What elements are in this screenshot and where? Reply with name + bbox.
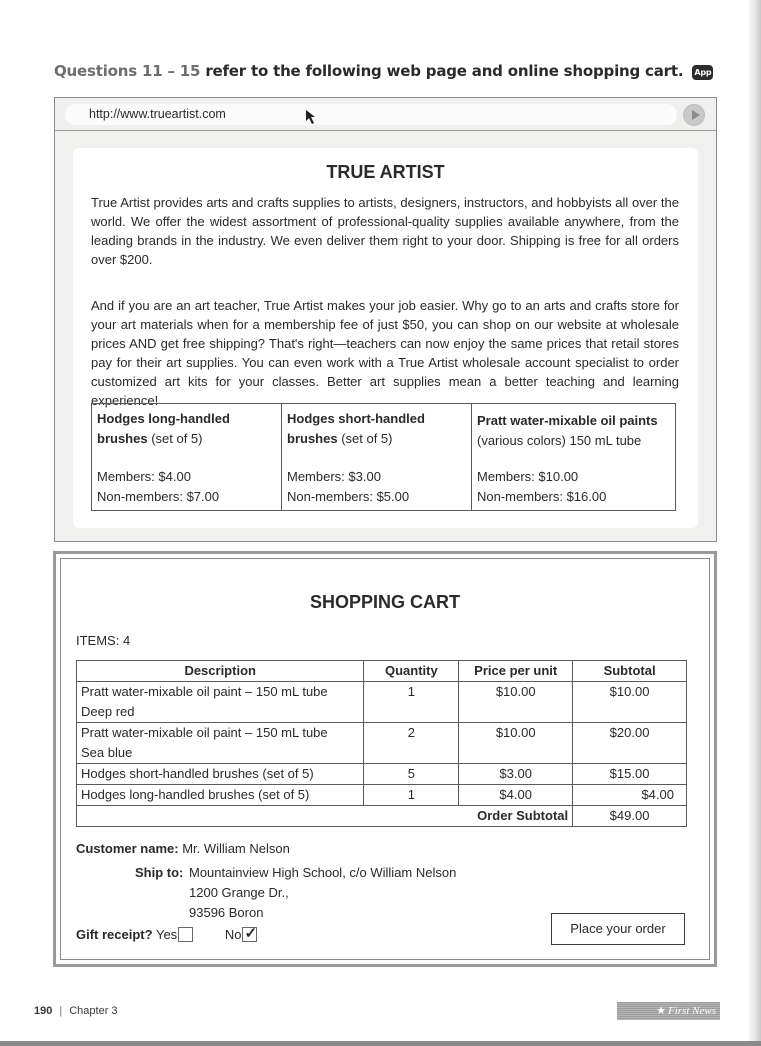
gift-receipt-label: Gift receipt?: [76, 927, 153, 942]
members-price: Members: $4.00: [97, 469, 191, 484]
address-bar: [55, 98, 716, 131]
item-quantity: 2: [364, 723, 459, 764]
blank-cell: [77, 806, 459, 827]
order-subtotal-row: [77, 806, 687, 827]
ship-to-label: Ship to:: [135, 865, 184, 880]
customer-name-label: Customer name:: [76, 841, 179, 856]
go-button[interactable]: [683, 104, 705, 126]
ship-to-line: 1200 Grange Dr.,: [189, 885, 289, 900]
question-range: Questions 11 – 15: [54, 62, 201, 80]
page-number: 190: [34, 1005, 53, 1017]
item-quantity: 1: [364, 785, 459, 806]
page-footer: [34, 1005, 118, 1017]
product-card-long-brushes: [92, 404, 282, 510]
product-card-oil-paints: [472, 404, 675, 510]
product-prices: [287, 467, 409, 507]
product-name: Hodges long-handled brushes (set of 5): [97, 411, 230, 446]
product-name: Hodges short-handled brushes (set of 5): [287, 411, 425, 446]
table-row: [77, 785, 687, 806]
table-row: [77, 723, 687, 764]
product-name: Pratt water-mixable oil paints (various colors) 150 mL tube: [477, 413, 658, 448]
question-header: [54, 62, 713, 80]
customer-name-row: [76, 839, 290, 859]
column-header-quantity: Quantity: [364, 661, 459, 682]
gift-no-label: No: [224, 927, 242, 942]
gift-receipt-yes-checkbox[interactable]: [178, 927, 193, 942]
product-price-table: [91, 403, 676, 511]
non-members-price: Non-members: $5.00: [287, 489, 410, 504]
table-row: [77, 682, 687, 723]
column-header-price: Price per unit: [459, 661, 573, 682]
star-logo-icon: ★: [656, 1005, 667, 1017]
item-quantity: 5: [364, 764, 459, 785]
site-title: TRUE ARTIST: [326, 162, 445, 182]
item-subtotal: $4.00: [573, 785, 687, 806]
gift-receipt-no-checkbox[interactable]: [242, 927, 257, 942]
non-members-price: Non-members: $16.00: [477, 489, 607, 504]
cart-table-header: [77, 661, 687, 682]
product-prices: [97, 467, 219, 507]
question-instruction: refer to the following web page and online shopping cart.: [205, 62, 684, 80]
arrow-cursor-icon: [305, 109, 319, 125]
url-text: http://www.trueartist.com: [89, 107, 226, 121]
item-price: $3.00: [459, 764, 573, 785]
item-description: Pratt water-mixable oil paint – 150 mL tube Sea blue: [77, 723, 364, 764]
browser-window: [54, 97, 717, 542]
product-card-short-brushes: [282, 404, 472, 510]
order-subtotal-value: $49.00: [573, 806, 687, 827]
column-header-subtotal: Subtotal: [573, 661, 687, 682]
publisher-logo: [617, 1002, 720, 1020]
order-subtotal-label: Order Subtotal: [459, 806, 573, 827]
play-arrow-icon: [692, 110, 700, 120]
cart-table: [76, 660, 687, 827]
item-description: Pratt water-mixable oil paint – 150 mL tube Deep red: [77, 682, 364, 723]
item-quantity: 1: [364, 682, 459, 723]
ship-to-line: Mountainview High School, c/o William Nelson: [189, 865, 457, 880]
app-badge-icon: App: [692, 65, 713, 80]
item-description: Hodges long-handled brushes (set of 5): [77, 785, 364, 806]
ship-to-address: [189, 863, 456, 923]
cart-title: SHOPPING CART: [309, 592, 460, 612]
members-price: Members: $3.00: [287, 469, 381, 484]
web-page-content: [73, 148, 698, 528]
page-edge-shadow: [747, 0, 761, 1046]
ship-to-label-row: [135, 863, 183, 883]
url-input[interactable]: [65, 104, 677, 125]
item-price: $10.00: [459, 682, 573, 723]
intro-paragraph: True Artist provides arts and crafts supplies to artists, designers, instructors, and hobbyists all over the world. We offer the widest assortment of professional-quality supplies available anywhere, from the leading brands in the industry. We even deliver them right to your door. Shipping is free for all orders over $200.: [91, 195, 679, 267]
item-subtotal: $10.00: [573, 682, 687, 723]
shopping-cart-panel: [53, 551, 717, 967]
non-members-price: Non-members: $7.00: [97, 489, 220, 504]
members-price: Members: $10.00: [477, 469, 579, 484]
item-subtotal: $15.00: [573, 764, 687, 785]
place-order-button[interactable]: Place your order: [551, 913, 685, 945]
item-subtotal: $20.00: [573, 723, 687, 764]
items-count: ITEMS: 4: [76, 633, 131, 648]
product-prices: [477, 467, 606, 507]
customer-name-value: Mr. William Nelson: [182, 841, 290, 856]
item-description: Hodges short-handled brushes (set of 5): [77, 764, 364, 785]
ship-to-line: 93596 Boron: [189, 905, 264, 920]
footer-separator: |: [59, 1005, 63, 1017]
chapter-label: Chapter 3: [69, 1005, 118, 1017]
gift-receipt-row: [76, 925, 257, 945]
item-price: $4.00: [459, 785, 573, 806]
column-header-description: Description: [77, 661, 364, 682]
page-bottom-edge: [0, 1041, 761, 1046]
shopping-cart-inner: [60, 558, 710, 960]
item-price: $10.00: [459, 723, 573, 764]
publisher-name: First News: [668, 1005, 716, 1017]
table-row: [77, 764, 687, 785]
teacher-paragraph: And if you are an art teacher, True Artist makes your job easier. Why go to an arts and crafts store for your art materials when for a membership fee of just $50, you can shop on our website at wholesale prices AND get free shipping? That's right—teachers can now enjoy the same prices that retail stores pay for their art supplies. You can even work with a True Artist wholesale account specialist to order customized art kits for your classes. Better art supplies mean a better teaching and learning experience!: [91, 298, 679, 408]
gift-yes-label: Yes: [155, 927, 178, 942]
